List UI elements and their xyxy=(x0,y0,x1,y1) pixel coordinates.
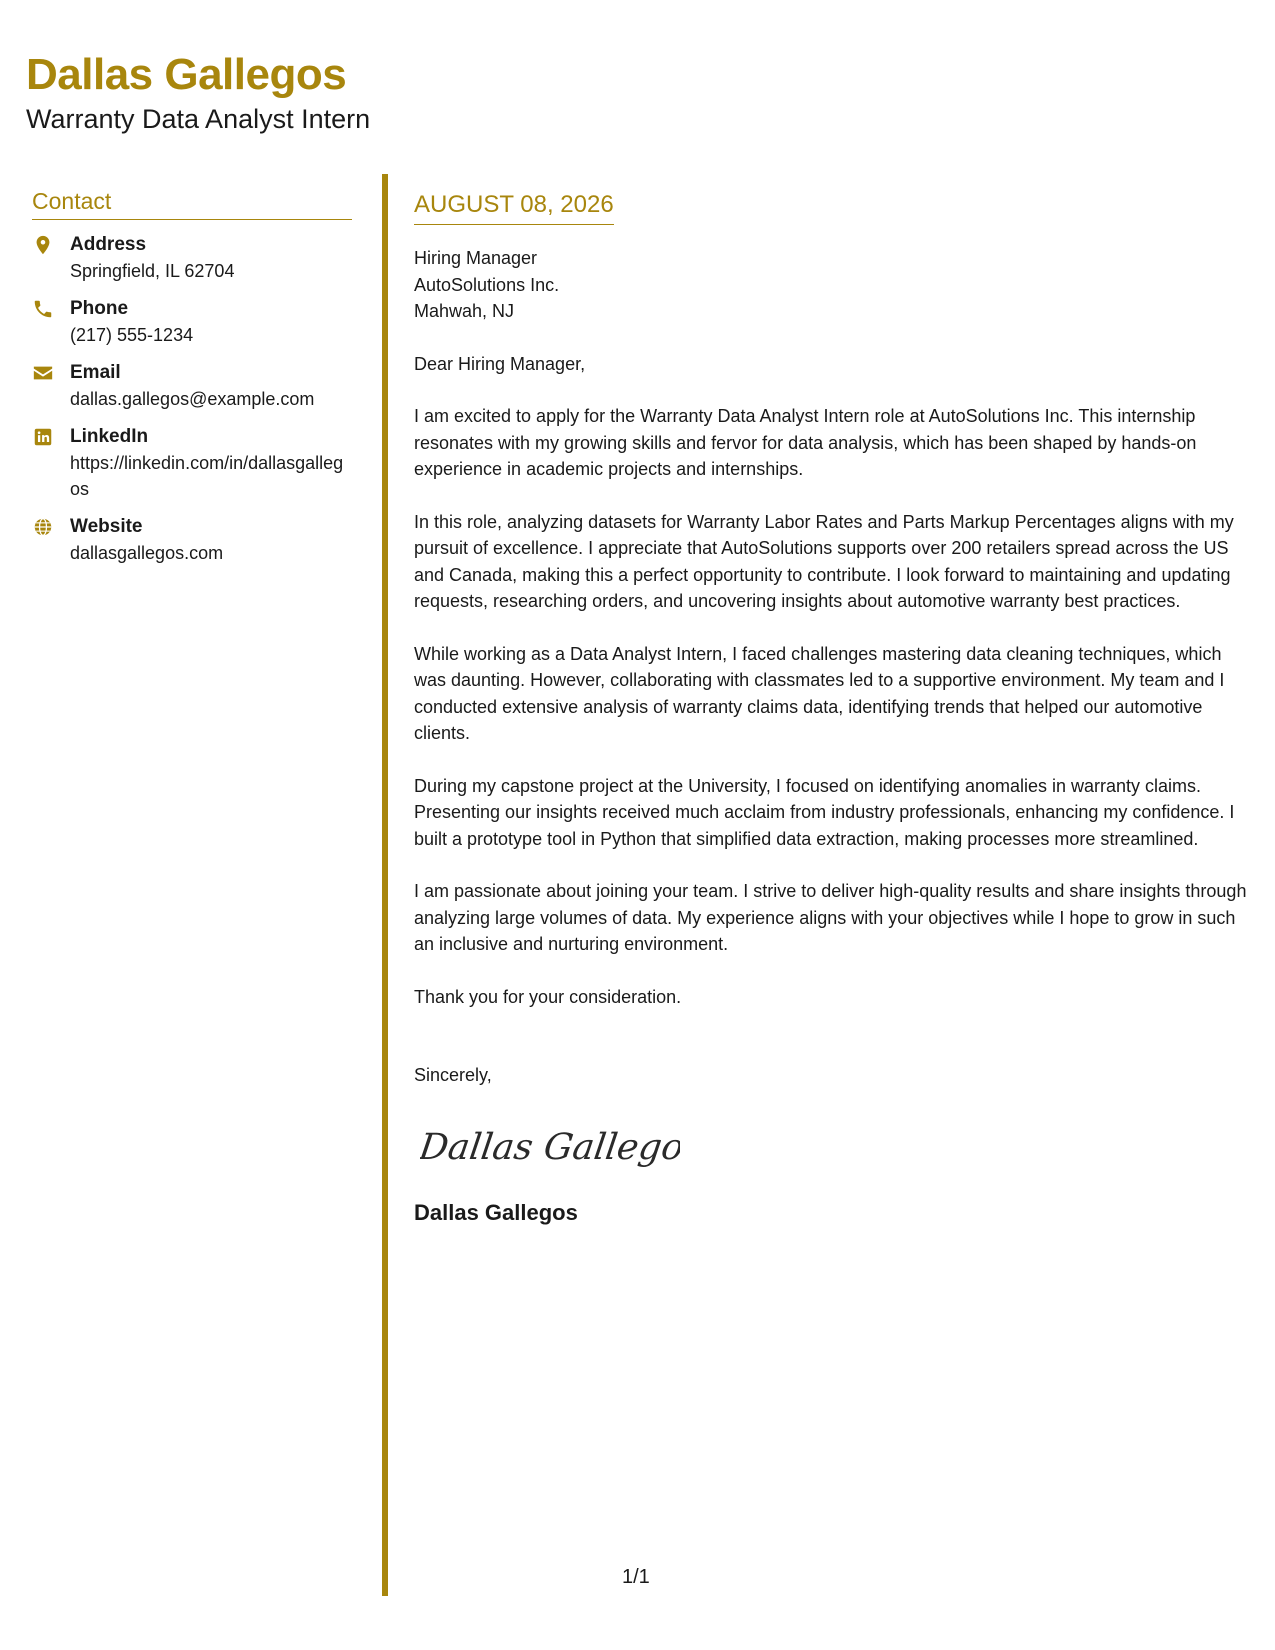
paragraph: While working as a Data Analyst Intern, I faced challenges mastering data cleaning techniques, which was daunting. However, collaborating with classmates led to a supportive environment. My team and I conducted extensive analysis of warranty claims data, identifying trends that helped our automotive clients. xyxy=(414,643,1225,743)
map-pin-icon xyxy=(32,234,54,256)
letter-body xyxy=(414,190,1249,1227)
contact-value: https://linkedin.com/in/dallasgallegos xyxy=(70,453,344,499)
contact-label: Phone xyxy=(70,298,129,319)
contact-item-website xyxy=(32,514,352,566)
contact-sidebar xyxy=(32,188,352,566)
contact-item-linkedin xyxy=(32,424,352,502)
recipient-block xyxy=(414,245,1249,325)
contact-label: Website xyxy=(70,516,143,537)
applicant-name: Dallas Gallegos xyxy=(26,50,347,99)
contact-value: Springfield, IL 62704 xyxy=(70,261,235,281)
envelope-icon xyxy=(32,362,54,384)
paragraph: I am excited to apply for the Warranty Data Analyst Intern role at AutoSolutions Inc. This internship resonates with my growing skills and fervor for data analysis, which has been shaped by hands-on experience in academic projects and internships. xyxy=(414,406,1197,479)
contact-label: Address xyxy=(70,234,147,255)
contact-item-email xyxy=(32,360,352,412)
page-header xyxy=(26,48,370,136)
phone-icon xyxy=(32,298,54,320)
signature-text: Dallas Gallegos xyxy=(420,1124,680,1168)
contact-value: (217) 555-1234 xyxy=(70,325,194,345)
globe-icon xyxy=(32,516,54,538)
signer-name: Dallas Gallegos xyxy=(414,1200,578,1225)
closing: Sincerely, xyxy=(414,1065,492,1085)
contact-item-address xyxy=(32,232,352,284)
contact-label: LinkedIn xyxy=(70,426,149,447)
contact-value: dallas.gallegos@example.com xyxy=(70,389,315,409)
contact-value: dallasgallegos.com xyxy=(70,543,224,563)
recipient-line: Mahwah, NJ xyxy=(414,301,515,321)
recipient-line: Hiring Manager xyxy=(414,248,538,268)
paragraph: I am passionate about joining your team. I strive to deliver high-quality results and share insights through analyzing large volumes of data. My experience aligns with your objectives while I hope to grow in such an inclusive and nurturing environment. xyxy=(414,881,1247,954)
contact-item-phone xyxy=(32,296,352,348)
paragraph: Thank you for your consideration. xyxy=(414,986,682,1007)
contact-label: Email xyxy=(70,362,121,383)
recipient-line: AutoSolutions Inc. xyxy=(414,274,560,295)
contact-section-title: Contact xyxy=(32,188,352,220)
handwritten-signature xyxy=(420,1115,680,1179)
page-indicator: 1/1 xyxy=(622,1566,650,1588)
applicant-title: Warranty Data Analyst Intern xyxy=(26,104,371,134)
linkedin-icon xyxy=(32,426,54,448)
letter-date: AUGUST 08, 2026 xyxy=(414,190,614,225)
paragraph: In this role, analyzing datasets for Warranty Labor Rates and Parts Markup Percentages aligns with my pursuit of excellence. I appreciate that AutoSolutions supports over 200 retailers spread across the US and Canada, making this a perfect opportunity to contribute. I look forward to maintaining and updating requests, researching orders, and uncovering insights about automotive warranty best practices. xyxy=(414,511,1234,611)
salutation: Dear Hiring Manager, xyxy=(414,353,586,374)
vertical-divider xyxy=(382,174,388,1596)
paragraph: During my capstone project at the University, I focused on identifying anomalies in warranty claims. Presenting our insights received much acclaim from industry professionals, enhancing my confidence. I built a prototype tool in Python that simplified data extraction, making processes more streamlined. xyxy=(414,775,1235,849)
